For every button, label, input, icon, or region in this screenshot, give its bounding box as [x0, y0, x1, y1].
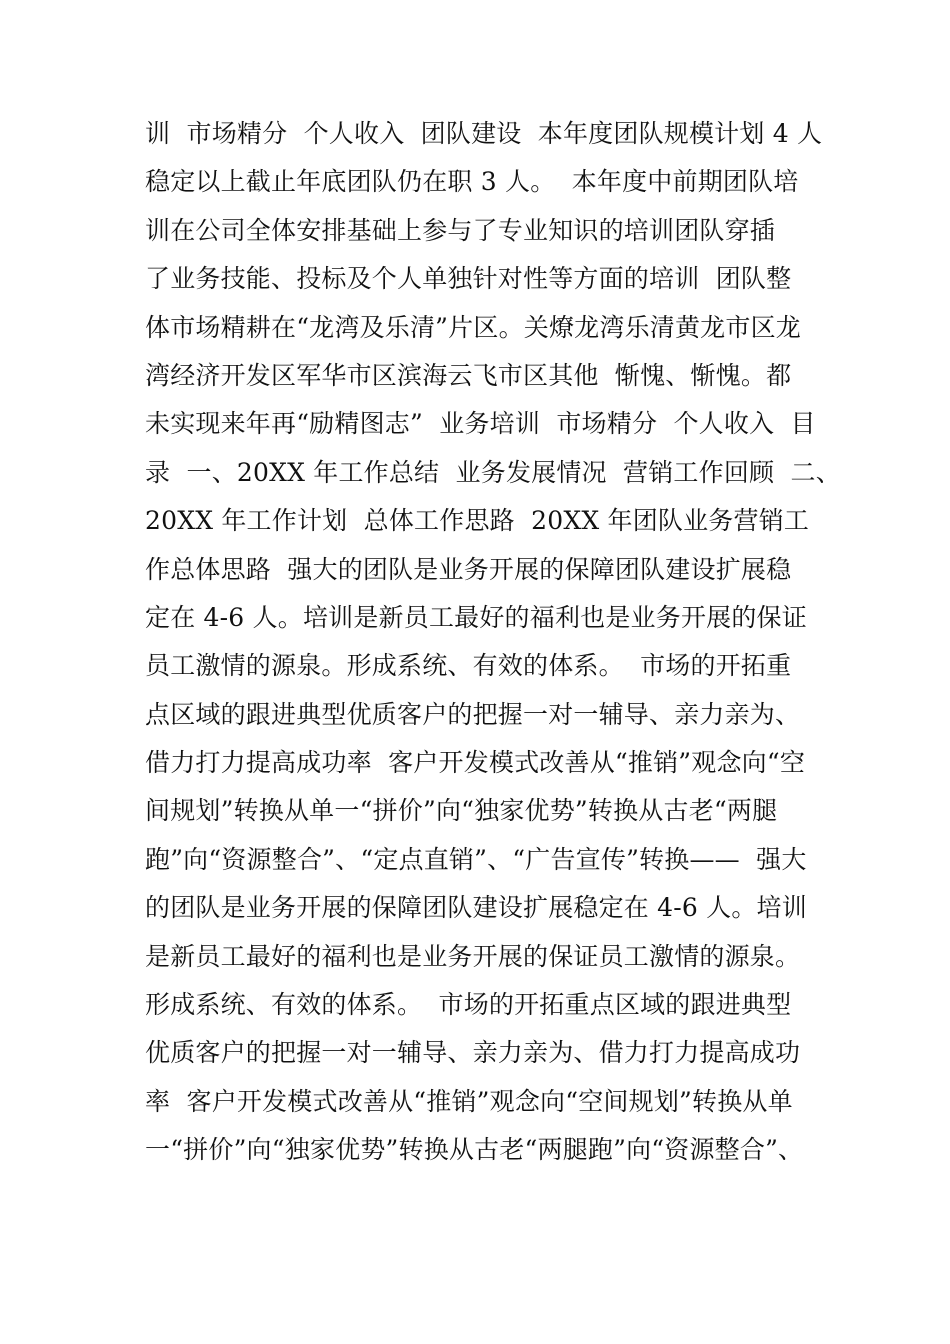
text-line: 率 客户开发模式改善从“推销”观念向“空间规划”转换从单 — [145, 1086, 793, 1116]
text-line: 是新员工最好的福利也是业务开展的保证员工激情的源泉。 — [145, 941, 801, 971]
text-line: 稳定以上截止年底团队仍在职 3 人。 本年度中前期团队培 — [145, 167, 799, 197]
text-line: 作总体思路 强大的团队是业务开展的保障团队建设扩展稳 — [145, 554, 792, 584]
text-line: 体市场精耕在“龙湾及乐清”片区。关燎龙湾乐清黄龙市区龙 — [145, 312, 801, 342]
text-line: 了业务技能、投标及个人单独针对性等方面的培训 团队整 — [145, 264, 792, 294]
text-line: 间规划”转换从单一“拼价”向“独家优势”转换从古老“两腿 — [145, 796, 778, 826]
text-line: 员工激情的源泉。形成系统、有效的体系。 市场的开拓重 — [145, 651, 792, 681]
text-line: 定在 4-6 人。培训是新员工最好的福利也是业务开展的保证 — [145, 602, 807, 632]
text-line: 20XX 年工作计划 总体工作思路 20XX 年团队业务营销工 — [145, 506, 810, 536]
text-line: 一“拼价”向“独家优势”转换从古老“两腿跑”向“资源整合”、 — [145, 1135, 804, 1165]
text-line: 形成系统、有效的体系。 市场的开拓重点区域的跟进典型 — [145, 990, 792, 1020]
text-line: 借力打力提高成功率 客户开发模式改善从“推销”观念向“空 — [145, 748, 806, 778]
text-line: 训 市场精分 个人收入 团队建设 本年度团队规模计划 4 人 — [145, 119, 823, 148]
text-line: 训在公司全体安排基础上参与了专业知识的培训团队穿插 — [145, 215, 776, 245]
text-line: 跑”向“资源整合”、“定点直销”、“广告宣传”转换—— 强大 — [145, 844, 807, 874]
text-line: 未实现来年再“励精图志” 业务培训 市场精分 个人收入 目 — [145, 409, 816, 439]
text-line: 湾经济开发区军华市区滨海云飞市区其他 惭愧、惭愧。都 — [145, 360, 792, 390]
body-text — [145, 110, 841, 1175]
text-line: 的团队是业务开展的保障团队建设扩展稳定在 4-6 人。培训 — [145, 893, 807, 923]
text-line: 录 一、20XX 年工作总结 业务发展情况 营销工作回顾 二、 — [145, 457, 841, 487]
text-line: 点区域的跟进典型优质客户的把握一对一辅导、亲力亲为、 — [145, 699, 801, 729]
text-line: 优质客户的把握一对一辅导、亲力亲为、借力打力提高成功 — [145, 1038, 801, 1068]
